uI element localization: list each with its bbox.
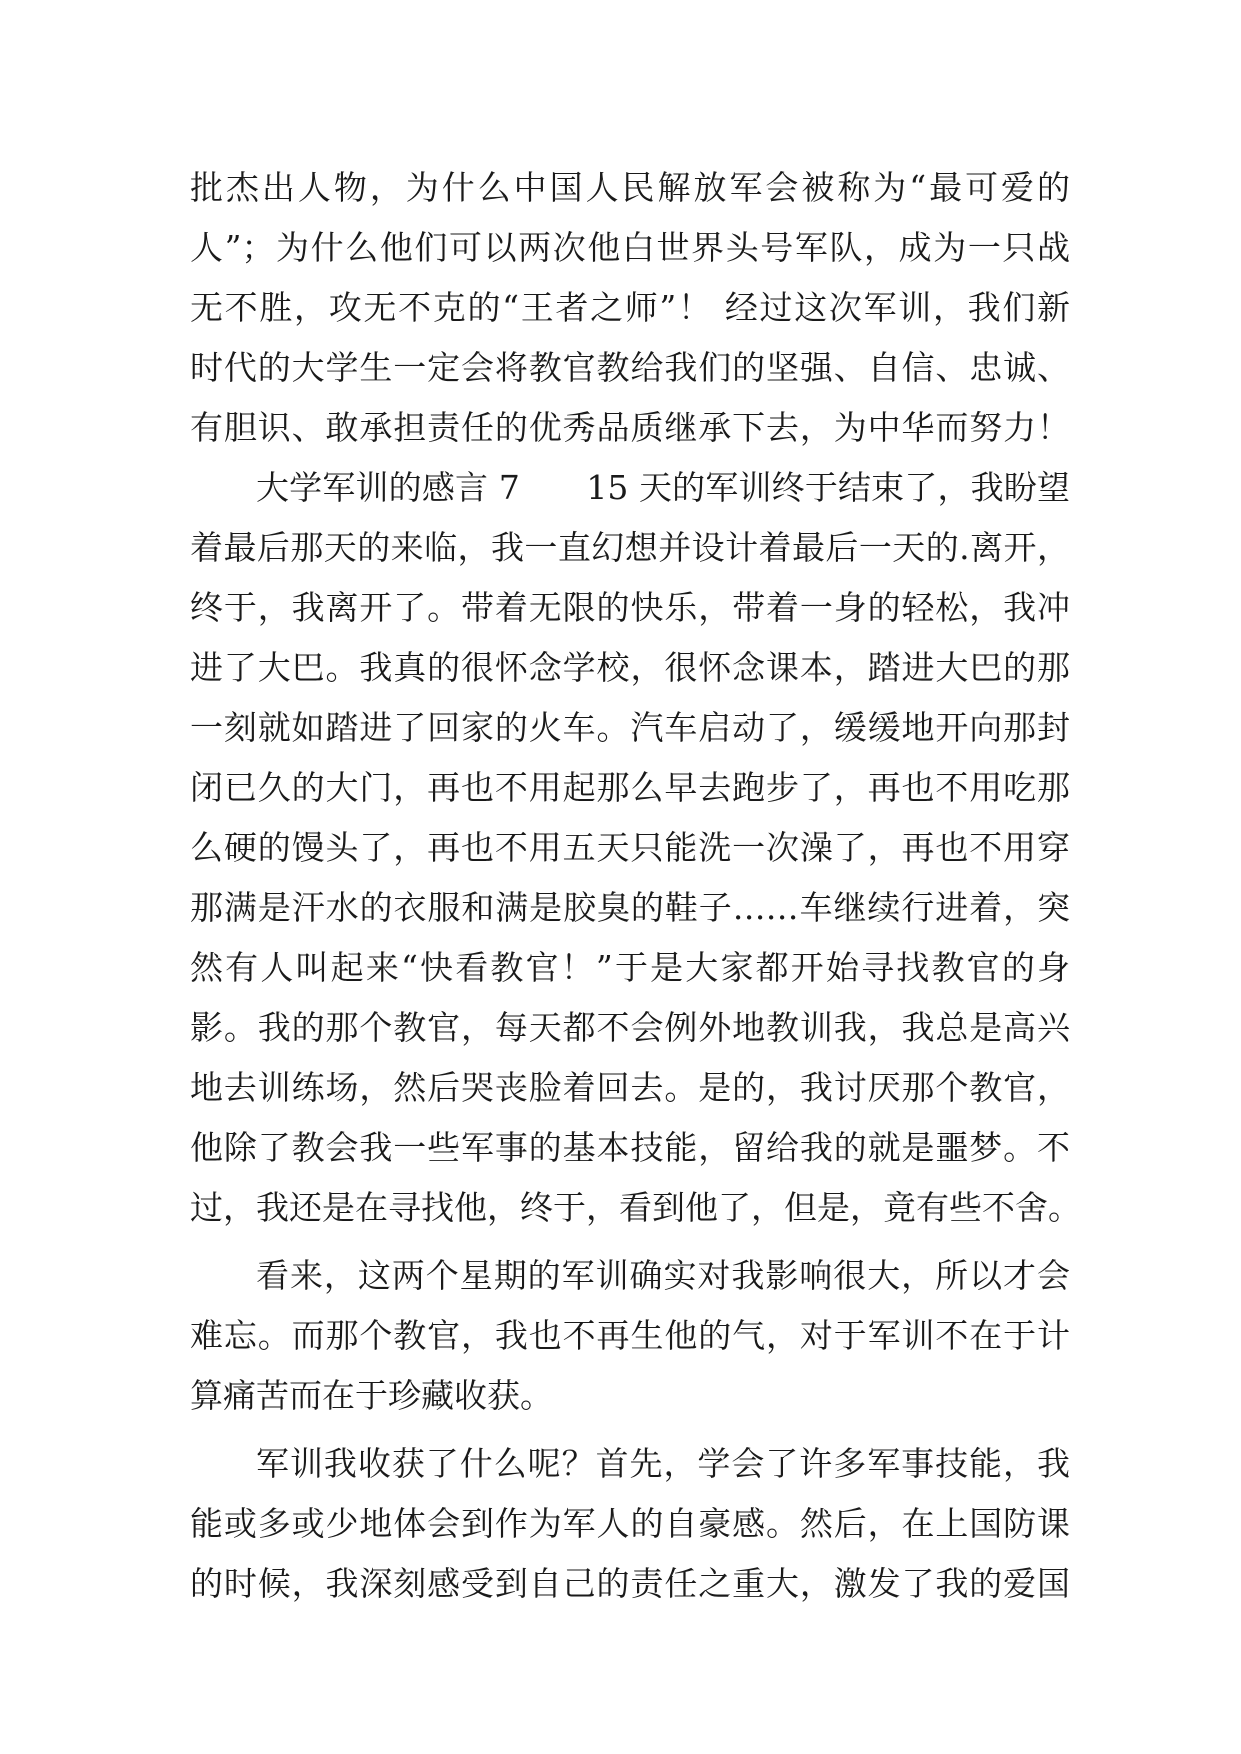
text-line: 那满是汗水的衣服和满是胶臭的鞋子……车继续行进着，突 <box>190 888 1070 927</box>
document-body <box>190 158 1081 1614</box>
text-line: 时代的大学生一定会将教官教给我们的坚强、自信、忠诚、 <box>190 348 1070 387</box>
paragraph-1 <box>190 158 1070 458</box>
text-line: 进了大巴。我真的很怀念学校，很怀念课本，踏进大巴的那 <box>190 648 1070 687</box>
text-line: 无不胜，攻无不克的“王者之师”！ 经过这次军训，我们新 <box>190 288 1070 327</box>
text-line: 地去训练场，然后哭丧脸着回去。是的，我讨厌那个教官， <box>190 1068 1070 1107</box>
paragraph-4 <box>190 1434 1070 1614</box>
text-line: 一刻就如踏进了回家的火车。汽车启动了，缓缓地开向那封 <box>190 708 1070 747</box>
text-line: 难忘。而那个教官，我也不再生他的气，对于军训不在于计 <box>190 1316 1070 1355</box>
text-line: 然有人叫起来“快看教官！”于是大家都开始寻找教官的身 <box>190 948 1070 987</box>
text-line: 看来，这两个星期的军训确实对我影响很大，所以才会 <box>256 1256 1070 1295</box>
text-line: 批杰出人物，为什么中国人民解放军会被称为“最可爱的 <box>190 168 1070 207</box>
text-line: 影。我的那个教官，每天都不会例外地教训我，我总是高兴 <box>190 1008 1070 1047</box>
text-line: 算痛苦而在于珍藏收获。 <box>190 1376 553 1415</box>
text-line: 的时候，我深刻感受到自己的责任之重大，激发了我的爱国 <box>190 1564 1070 1603</box>
text-line: 着最后那天的来临，我一直幻想并设计着最后一天的.离开， <box>190 528 1070 567</box>
text-line: 过，我还是在寻找他，终于，看到他了，但是，竟有些不舍。 <box>190 1188 1081 1227</box>
text-line: 大学军训的感言 7 15 天的军训终于结束了，我盼望 <box>256 468 1070 507</box>
text-line: 终于，我离开了。带着无限的快乐，带着一身的轻松，我冲 <box>190 588 1070 627</box>
text-line: 人”；为什么他们可以两次他白世界头号军队，成为一只战 <box>190 228 1070 267</box>
text-line: 能或多或少地体会到作为军人的自豪感。然后，在上国防课 <box>190 1504 1070 1543</box>
paragraph-3 <box>190 1246 1070 1426</box>
text-line: 有胆识、敢承担责任的优秀品质继承下去，为中华而努力！ <box>190 408 1070 447</box>
text-line: 他除了教会我一些军事的基本技能，留给我的就是噩梦。不 <box>190 1128 1070 1167</box>
text-line: 军训我收获了什么呢？首先，学会了许多军事技能，我 <box>256 1444 1070 1483</box>
text-line: 么硬的馒头了，再也不用五天只能洗一次澡了，再也不用穿 <box>190 828 1070 867</box>
paragraph-2 <box>190 458 1081 1238</box>
text-line: 闭已久的大门，再也不用起那么早去跑步了，再也不用吃那 <box>190 768 1070 807</box>
